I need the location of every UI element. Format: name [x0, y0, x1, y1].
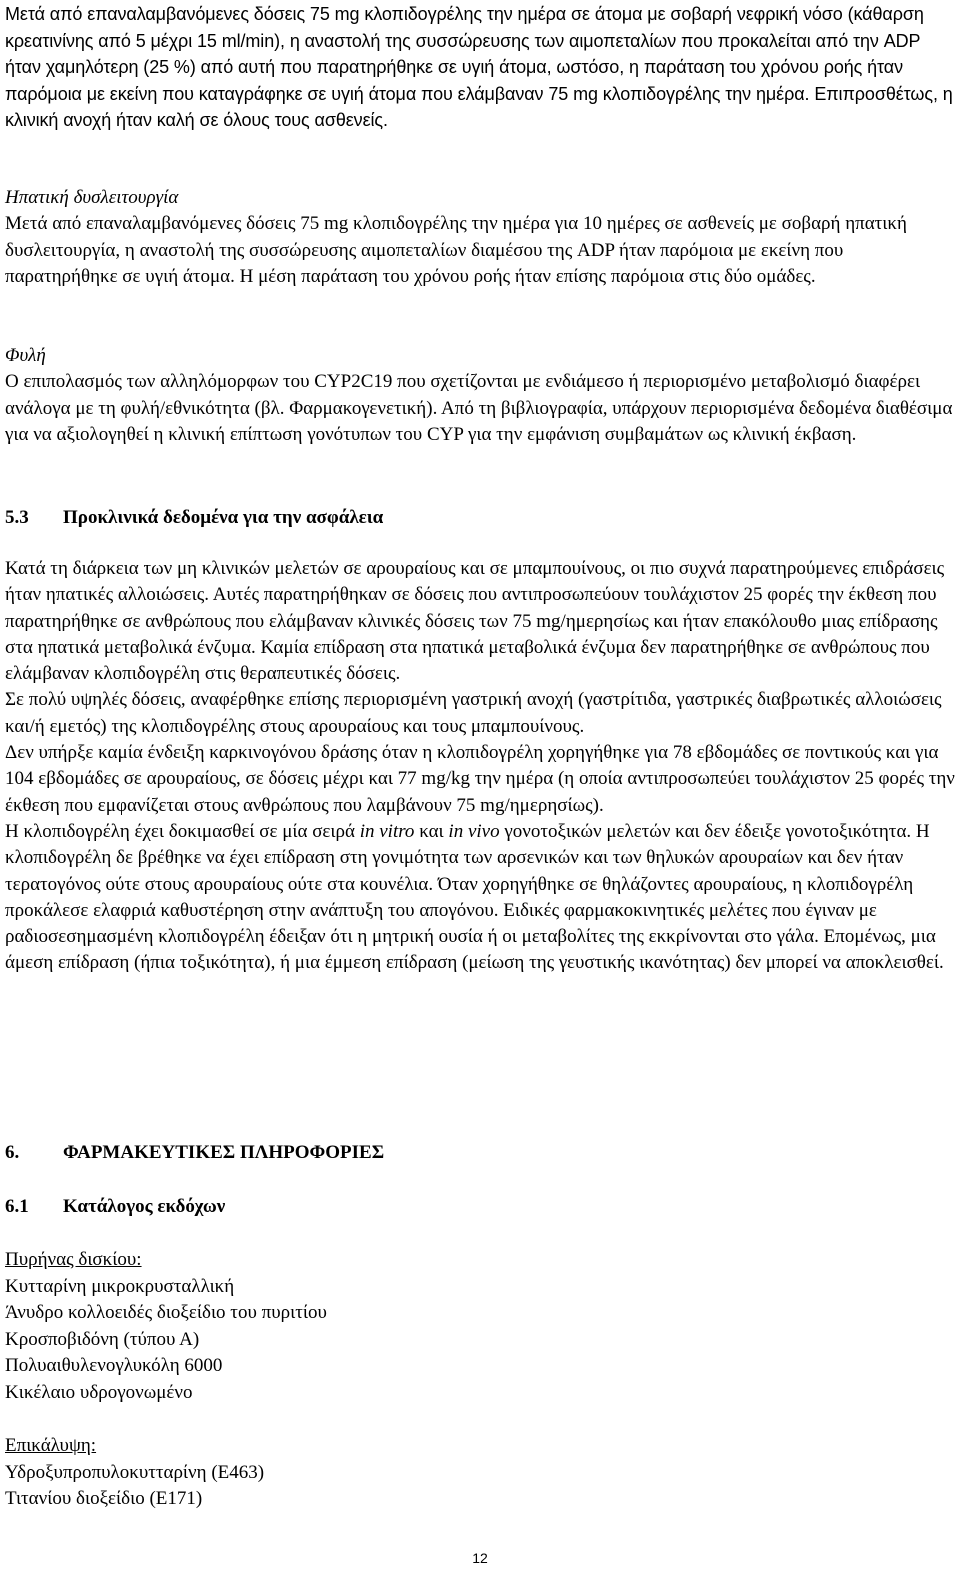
section-number: 5.3: [5, 507, 29, 528]
section-title: Προκλινικά δεδομένα για την ασφάλεια: [63, 507, 384, 528]
preclinical-body: [5, 556, 955, 977]
hepatic-subheading: Ηπατική δυσλειτουργία: [5, 187, 179, 208]
preclinical-paragraph-4: [5, 819, 955, 977]
core-excipient-list: [5, 1247, 327, 1406]
preclinical-paragraph-3: Δεν υπήρξε καμία ένδειξη καρκινογόνου δράσης όταν η κλοπιδογρέλη χορηγήθηκε για 78 εβδομάδες σε ποντικούς και για 104 εβδομάδες σε αρουραίους, σε δόσεις μέχρι και 77 mg/kg την ημέρα (η οποία αντιπροσωπεύει τουλάχιστον 25 φορές την έκθεση που εμφανίζεται στους ανθρώπους που λαμβάνουν 75 mg/ημερησίως).: [5, 742, 955, 816]
preclinical-paragraph-2: Σε πολύ υψηλές δόσεις, αναφέρθηκε επίσης περιορισμένη γαστρική ανοχή (γαστρίτιδα, γαστρικές διαβρωτικές αλλοιώσεις και/ή εμετός) της κλοπιδογρέλης στους αρουραίους και τους μπαμπουίνους.: [5, 689, 942, 737]
race-section: [5, 343, 955, 448]
text-run: Η κλοπιδογρέλη έχει δοκιμασθεί σε μία σειρά: [5, 820, 360, 842]
section-5-3-heading: [5, 505, 383, 531]
list-item: Κροσποβιδόνη (τύπου Α): [5, 1328, 200, 1350]
list-item: Κικέλαιο υδρογονωμένο: [5, 1381, 193, 1403]
section-title: Κατάλογος εκδόχων: [63, 1196, 226, 1217]
text-run: και: [414, 820, 449, 842]
list-item: Υδροξυπροπυλοκυτταρίνη (Ε463): [5, 1461, 265, 1483]
list-item: Τιτανίου διοξείδιο (Ε171): [5, 1488, 203, 1509]
race-subheading: Φυλή: [5, 345, 46, 366]
in-vivo-term: in vivo: [448, 820, 500, 842]
list-item: Πολυαιθυλενογλυκόλη 6000: [5, 1355, 223, 1376]
list-item: Κυτταρίνη μικροκρυσταλλική: [5, 1275, 235, 1297]
section-6-heading: [5, 1140, 384, 1166]
hepatic-paragraph: Μετά από επαναλαμβανόμενες δόσεις 75 mg κλοπιδογρέλης την ημέρα για 10 ημέρες σε ασθενείς με σοβαρή ηπατική δυσλειτουργία, η αναστολή της συσσώρευσης αιμοπεταλίων διαμέσου της ADP ήταν παρόμοια με εκείνη που παρατηρήθηκε σε υγιή άτομα. Η μέση παράταση του χρόνου ροής ήταν επίσης παρόμοια στις δύο ομάδες.: [5, 213, 907, 287]
list-item: Άνυδρο κολλοειδές διοξείδιο του πυριτίου: [5, 1302, 327, 1323]
coating-label: Επικάλυψη:: [5, 1435, 97, 1456]
core-label: Πυρήνας δισκίου:: [5, 1249, 142, 1270]
renal-paragraph: Μετά από επαναλαμβανόμενες δόσεις 75 mg κλοπιδογρέλης την ημέρα σε άτομα με σοβαρή νεφρική νόσο (κάθαρση κρεατινίνης από 5 μέχρι 15 ml/min), η αναστολή της συσσώρευσης των αιμοπεταλίων που προκαλείται από την ADP ήταν χαμηλότερη (25 %) από αυτή που παρατηρήθηκε σε υγιή άτομα, ωστόσο, η παράταση του χρόνου ροής ήταν παρόμοια με εκείνη που καταγράφηκε σε υγιή άτομα που ελάμβαναν 75 mg κλοπιδογρέλης την ημέρα. Επιπροσθέτως, η κλινική ανοχή ήταν καλή σε όλους τους ασθενείς.: [5, 4, 953, 130]
coating-excipient-list: [5, 1433, 264, 1513]
in-vitro-term: in vitro: [359, 820, 415, 842]
hepatic-section: [5, 185, 955, 290]
race-paragraph: Ο επιπολασμός των αλληλόμορφων του CYP2C19 που σχετίζονται με ενδιάμεσο ή περιορισμένο μεταβολισμό διαφέρει ανάλογα με τη φυλή/εθνικότητα (βλ. Φαρμακογενετική). Από τη βιβλιογραφία, υπάρχουν περιορισμένα δεδομένα διαθέσιμα για να αξιολογηθεί η κλινική επίπτωση γονότυπων του CYP για την εμφάνιση συμβαμάτων ως κλινική έκβαση.: [5, 371, 953, 445]
section-number: 6.: [5, 1142, 20, 1163]
section-number: 6.1: [5, 1196, 29, 1217]
page-number: 12: [472, 1550, 488, 1566]
section-6-1-heading: [5, 1194, 225, 1220]
section-title: ΦΑΡΜΑΚΕΥΤΙΚΕΣ ΠΛΗΡΟΦΟΡΙΕΣ: [63, 1142, 385, 1163]
preclinical-paragraph-1: Κατά τη διάρκεια των μη κλινικών μελετών σε αρουραίους και σε μπαμπουίνους, οι πιο συχνά παρατηρούμενες επιδράσεις ήταν ηπατικές αλλοιώσεις. Αυτές παρατηρήθηκαν σε δόσεις που αντιπροσωπεύουν τουλάχιστον 25 φορές την έκθεση που παρατηρήθηκε σε ανθρώπους που ελάμβαναν κλινικές δόσεις των 75 mg/ημερησίως και ήταν επακόλουθο μιας επίδρασης στα ηπατικά μεταβολικά ένζυμα. Καμία επίδραση στα ηπατικά μεταβολικά ένζυμα δεν παρατηρήθηκε σε ανθρώπους που ελάμβαναν κλοπιδογρέλη στις θεραπευτικές δόσεις.: [5, 558, 945, 685]
text-run: γονοτοξικών μελετών και δεν έδειξε γονοτοξικότητα. Η κλοπιδογρέλη δε βρέθηκε να έχει επίδραση στη γονιμότητα των αρσενικών και των θηλυκών αρουραίων και δεν ήταν τερατογόνος ούτε στους αρουραίους ούτε στα κουνέλια. Όταν χορηγήθηκε σε θηλάζοντες αρουραίους, η κλοπιδογρέλη προκάλεσε ελαφριά καθυστέρηση στην ανάπτυξη του απογόνου. Ειδικές φαρμακοκινητικές μελέτες που έγιναν με ραδιοσεσημασμένη κλοπιδογρέλη έδειξαν ότι η μητρική ουσία ή οι μεταβολίτες της εκκρίνονται στο γάλα. Επομένως, μια άμεση επίδραση (ήπια τοξικότητα), ή μια έμμεση επίδραση (μείωση της γευστικής ικανότητας) δεν μπορεί να αποκλεισθεί.: [5, 820, 944, 974]
